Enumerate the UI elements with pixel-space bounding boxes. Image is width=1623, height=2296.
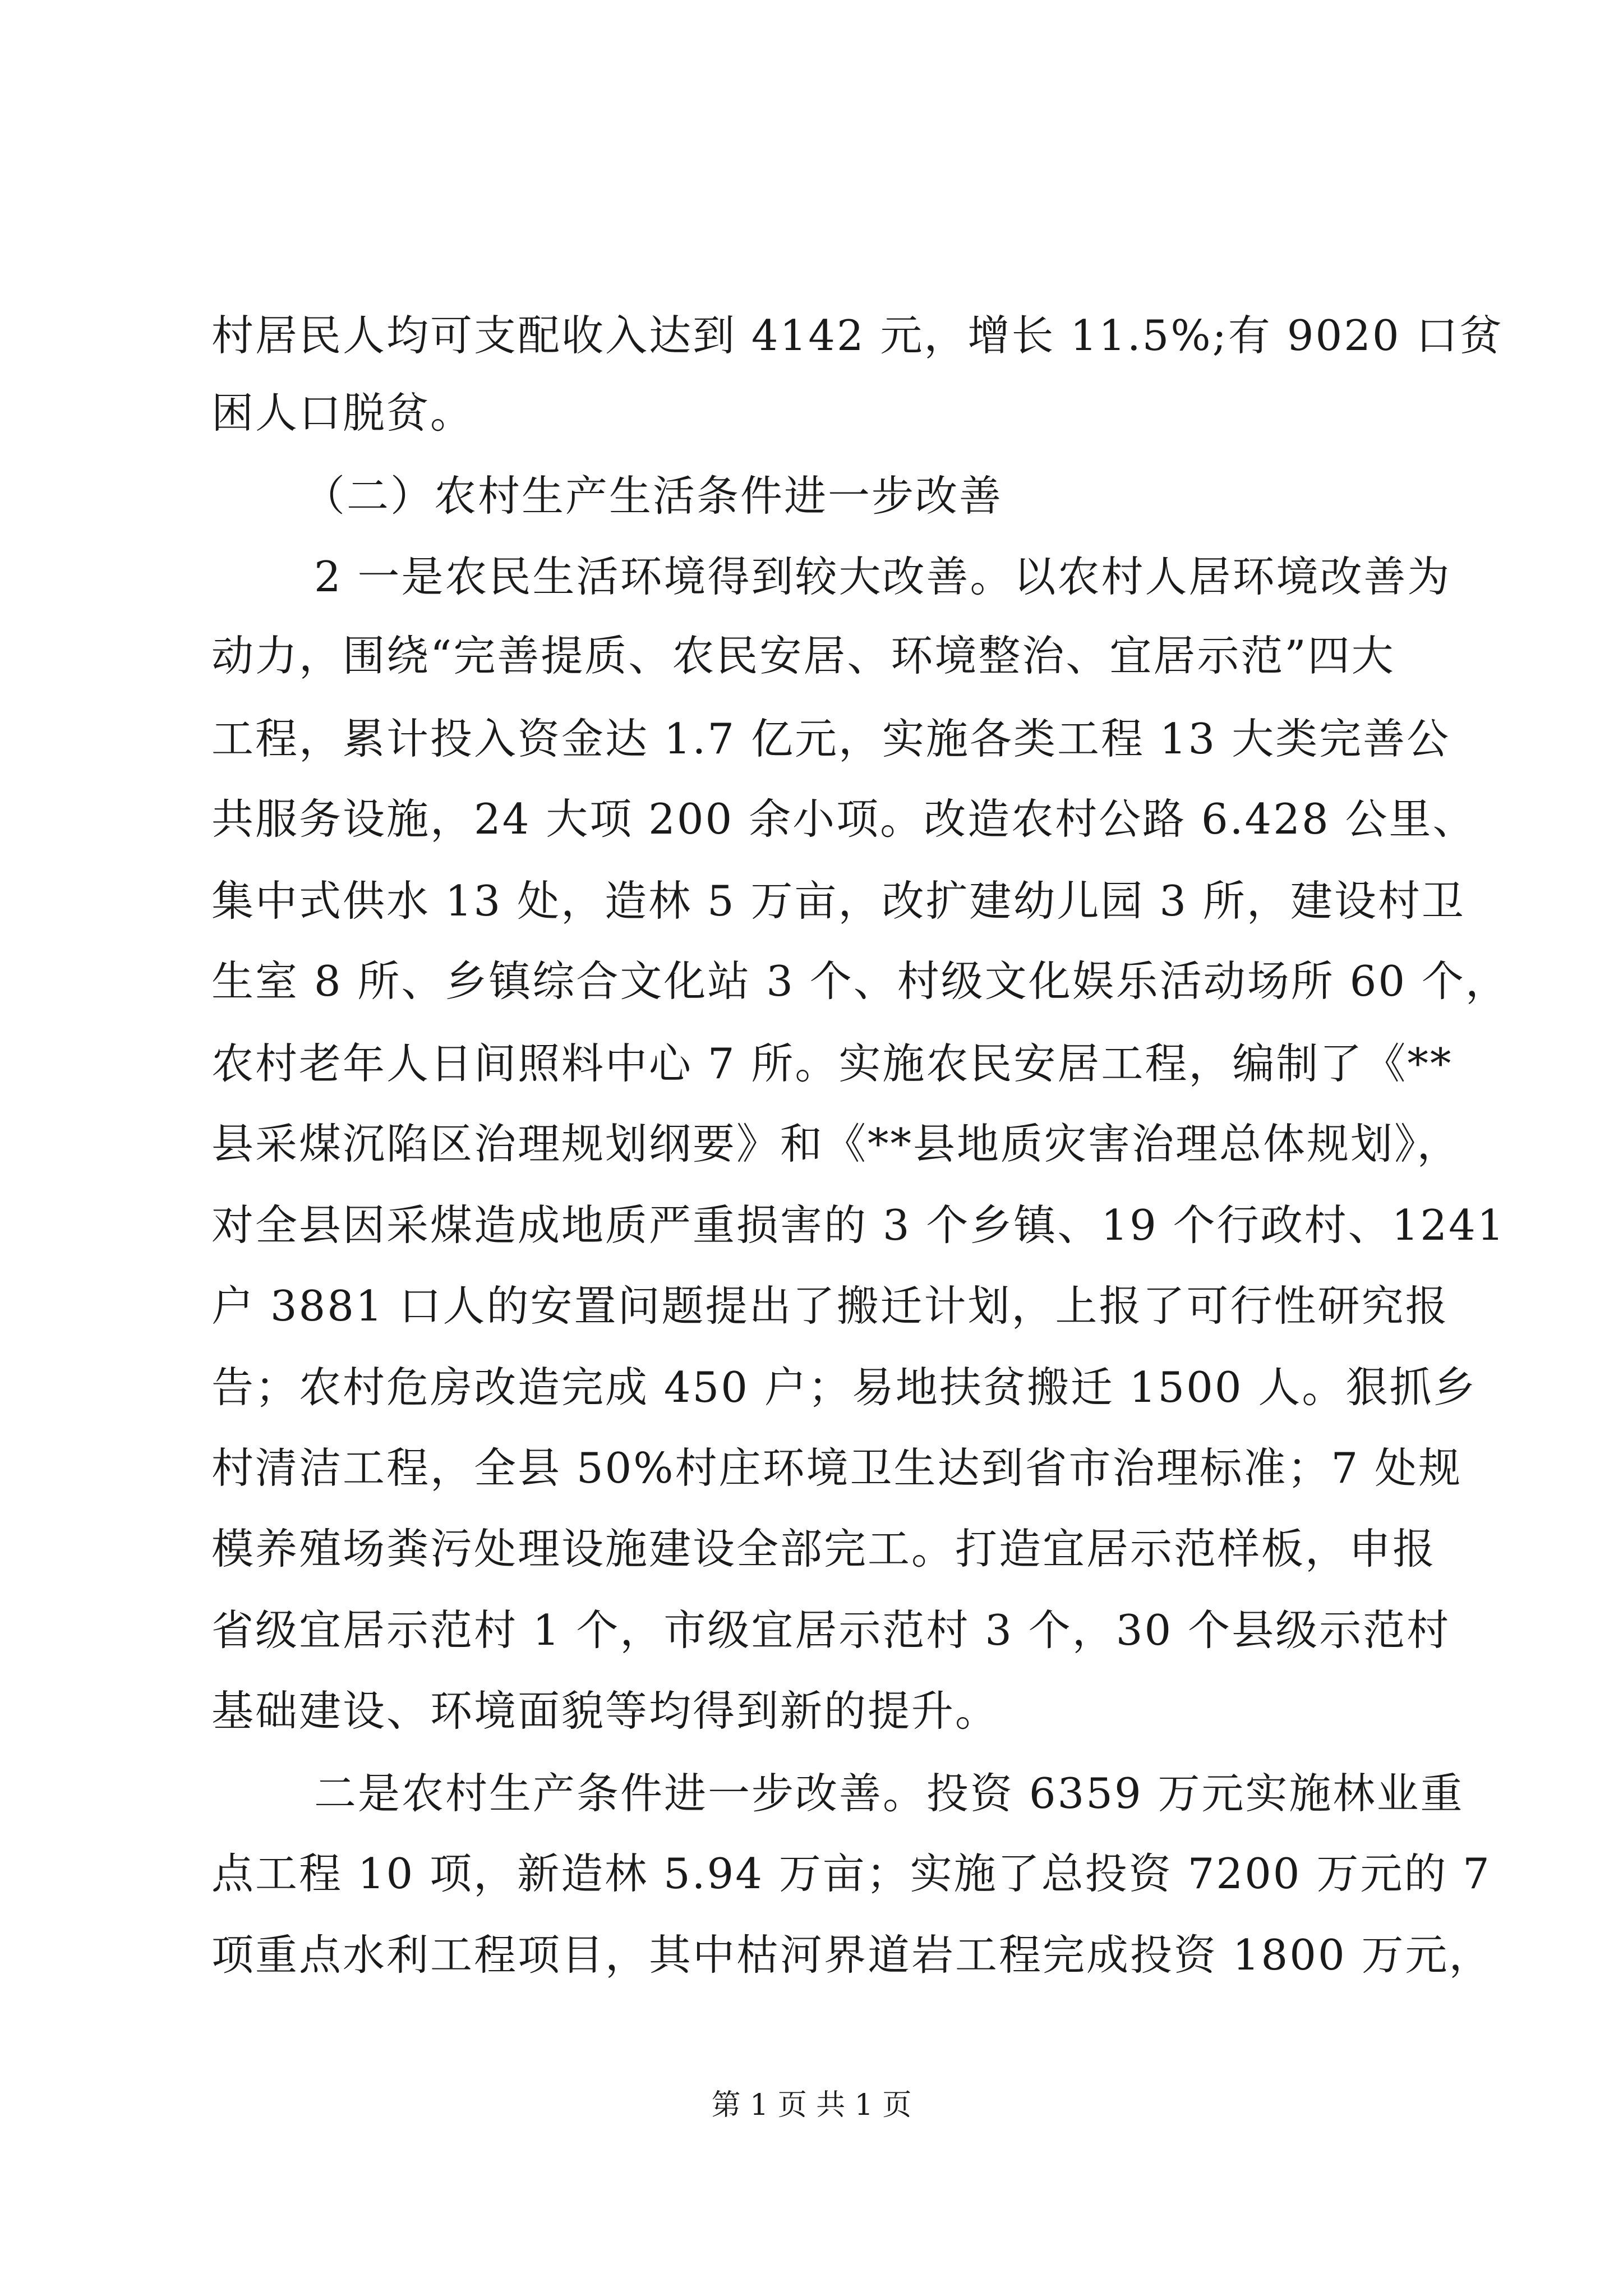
- paragraph-line-9: 生室 8 所、乡镇综合文化站 3 个、村级文化娱乐活动场所 60 个，: [211, 956, 1509, 1006]
- paragraph-line-7: 共服务设施，24 大项 200 余小项。改造农村公路 6.428 公里、: [211, 794, 1477, 844]
- paragraph-line-19: 二是农村生产条件进一步改善。投资 6359 万元实施林业重: [314, 1769, 1464, 1818]
- paragraph-line-12: 对全县因采煤造成地质严重损害的 3 个乡镇、19 个行政村、1241: [211, 1200, 1506, 1250]
- paragraph-line-4: 2 一是农民生活环境得到较大改善。以农村人居环境改善为: [314, 552, 1451, 601]
- paragraph-line-8: 集中式供水 13 处，造林 5 万亩，改扩建幼儿园 3 所，建设村卫: [211, 876, 1465, 926]
- paragraph-line-16: 模养殖场粪污处理设施建设全部完工。打造宜居示范样板，申报: [211, 1524, 1437, 1573]
- paragraph-line-14: 告；农村危房改造完成 450 户；易地扶贫搬迁 1500 人。狠抓乡: [211, 1363, 1477, 1412]
- paragraph-line-1: 村居民人均可支配收入达到 4142 元，增长 11.5%;有 9020 口贫: [211, 311, 1504, 360]
- paragraph-line-17: 省级宜居示范村 1 个，市级宜居示范村 3 个，30 个县级示范村: [211, 1605, 1451, 1655]
- paragraph-line-21: 项重点水利工程项目，其中枯河界道岩工程完成投资 1800 万元，: [211, 1930, 1493, 1980]
- paragraph-line-2: 困人口脱贫。: [211, 388, 474, 438]
- paragraph-line-6: 工程，累计投入资金达 1.7 亿元，实施各类工程 13 大类完善公: [211, 714, 1451, 763]
- paragraph-line-5: 动力，围绕“完善提质、农民安居、环境整治、宜居示范”四大: [211, 631, 1395, 680]
- paragraph-line-13: 户 3881 口人的安置问题提出了搬迁计划，上报了可行性研究报: [211, 1281, 1449, 1331]
- paragraph-line-10: 农村老年人日间照料中心 7 所。实施农民安居工程，编制了《**: [211, 1039, 1453, 1088]
- page-footer: 第 1 页 共 1 页: [711, 2088, 912, 2122]
- paragraph-line-11: 县采煤沉陷区治理规划纲要》和《**县地质灾害治理总体规划》，: [211, 1119, 1461, 1168]
- paragraph-line-20: 点工程 10 项，新造林 5.94 万亩；实施了总投资 7200 万元的 7: [211, 1849, 1491, 1898]
- paragraph-line-15: 村清洁工程，全县 50%村庄环境卫生达到省市治理标准；7 处规: [211, 1443, 1463, 1493]
- paragraph-line-18: 基础建设、环境面貌等均得到新的提升。: [211, 1686, 999, 1736]
- section-heading: （二）农村生产生活条件进一步改善: [303, 471, 1003, 521]
